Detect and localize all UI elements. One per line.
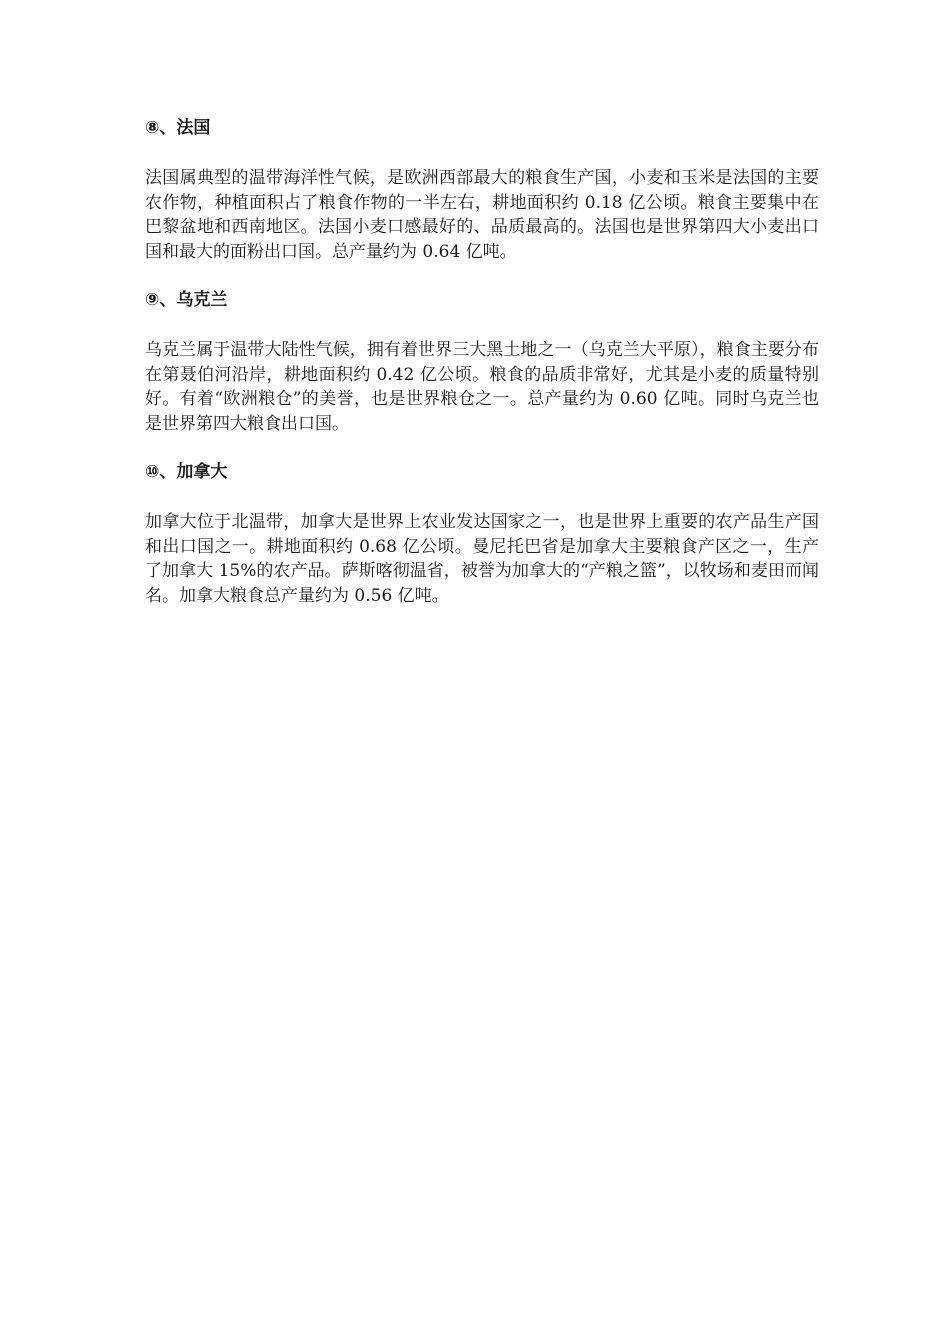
section-france bbox=[145, 116, 819, 264]
section-body-canada: 加拿大位于北温带，加拿大是世界上农业发达国家之一，也是世界上重要的农产品生产国和出口国之一。耕地面积约 0.68 亿公顷。曼尼托巴省是加拿大主要粮食产区之一，生产了加拿大 15%的农产品。萨斯喀彻温省，被誉为加拿大的“产粮之篮”，以牧场和麦田而闻名。加拿大粮食总产量约为 0.56 亿吨。 bbox=[145, 512, 819, 606]
section-body-france: 法国属典型的温带海洋性气候，是欧洲西部最大的粮食生产国，小麦和玉米是法国的主要农作物，种植面积占了粮食作物的一半左右，耕地面积约 0.18 亿公顷。粮食主要集中在巴黎盆地和西南地区。法国小麦口感最好的、品质最高的。法国也是世界第四大小麦出口国和最大的面粉出口国。总产量约为 0.64 亿吨。 bbox=[145, 168, 819, 262]
section-heading-canada: ⑩、加拿大 bbox=[145, 462, 228, 482]
document-content bbox=[145, 116, 819, 632]
section-canada bbox=[145, 460, 819, 608]
section-ukraine bbox=[145, 288, 819, 436]
section-body-ukraine: 乌克兰属于温带大陆性气候，拥有着世界三大黑土地之一（乌克兰大平原），粮食主要分布在第聂伯河沿岸，耕地面积约 0.42 亿公顷。粮食的品质非常好，尤其是小麦的质量特别好。有着“欧洲粮仓”的美誉，也是世界粮仓之一。总产量约为 0.60 亿吨。同时乌克兰也是世界第四大粮食出口国。 bbox=[145, 340, 819, 434]
section-heading-france: ⑧、法国 bbox=[145, 118, 211, 138]
section-heading-ukraine: ⑨、乌克兰 bbox=[145, 290, 228, 310]
